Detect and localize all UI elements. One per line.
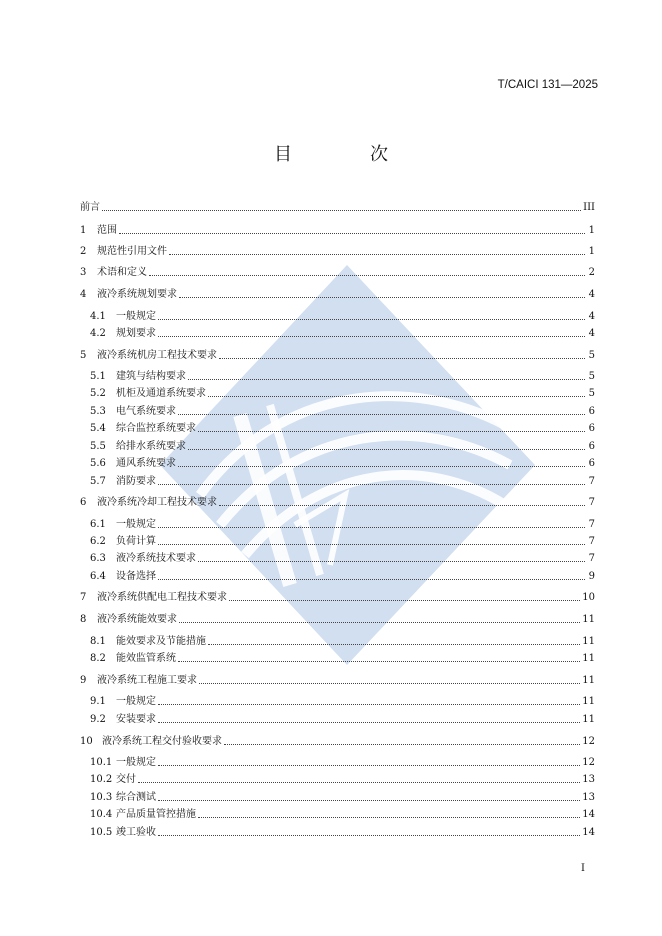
toc-entry-page: 4	[588, 289, 595, 300]
toc-entry-label: 综合测试	[116, 792, 156, 803]
toc-entry[interactable]	[90, 570, 595, 584]
toc-entry-number: 4.1	[90, 311, 106, 322]
toc-entry-page: 5	[588, 350, 595, 361]
toc-entry-page: 14	[582, 809, 595, 820]
toc-entry[interactable]	[90, 440, 595, 454]
toc-leader-dots	[198, 431, 585, 432]
toc-entry-label: 综合监控系统要求	[116, 423, 196, 434]
toc-entry-label: 液冷系统工程交付验收要求	[102, 736, 222, 747]
toc-entry[interactable]	[80, 245, 595, 259]
toc-entry-number: 6.4	[90, 571, 106, 582]
toc-leader-dots	[169, 254, 585, 255]
toc-entry[interactable]	[80, 613, 595, 627]
toc-entry[interactable]	[90, 422, 595, 436]
standard-number: T/CAICI 131—2025	[497, 79, 598, 91]
toc-entry-label: 一般规定	[116, 696, 156, 707]
toc-leader-dots	[119, 233, 585, 234]
toc-entry[interactable]	[80, 735, 595, 749]
toc-entry-page: 6	[588, 458, 595, 469]
toc-entry-label: 通风系统要求	[116, 458, 176, 469]
toc-entry-label: 液冷系统工程施工要求	[97, 675, 197, 686]
toc-leader-dots	[149, 275, 585, 276]
toc-leader-dots	[224, 744, 580, 745]
toc-entry-number: 2	[80, 246, 87, 257]
toc-entry-number: 5	[80, 350, 87, 361]
toc-entry-page: 6	[588, 441, 595, 452]
toc-leader-dots	[178, 466, 585, 467]
toc-entry-number: 10.4	[90, 809, 113, 820]
toc-entry-number: 5.5	[90, 441, 106, 452]
toc-entry[interactable]	[80, 591, 595, 605]
toc-entry[interactable]	[90, 457, 595, 471]
toc-entry-page: 11	[582, 714, 595, 725]
toc-entry[interactable]	[80, 349, 595, 363]
toc-entry-label: 竣工验收	[116, 827, 156, 838]
toc-entry[interactable]	[90, 327, 595, 341]
toc-entry-page: 1	[588, 246, 595, 257]
toc-entry-number: 8.2	[90, 653, 106, 664]
toc-leader-dots	[102, 210, 581, 211]
toc-entry-label: 术语和定义	[97, 267, 147, 278]
toc-entry-label: 前言	[80, 202, 100, 213]
toc-entry[interactable]	[90, 387, 595, 401]
toc-entry[interactable]	[80, 266, 595, 280]
toc-entry-page: 11	[582, 636, 595, 647]
toc-entry-page: 6	[588, 406, 595, 417]
toc-entry-number: 10.1	[90, 757, 113, 768]
toc-entry-label: 规范性引用文件	[97, 246, 167, 257]
toc-entry-number: 7	[80, 592, 87, 603]
toc-entry-page: 10	[582, 592, 595, 603]
toc-entry-number: 9.2	[90, 714, 106, 725]
page-title: 目 次	[274, 144, 418, 165]
toc-leader-dots	[208, 396, 585, 397]
toc-entry-page: 13	[582, 774, 595, 785]
toc-entry-label: 设备选择	[116, 571, 156, 582]
toc-leader-dots	[158, 484, 585, 485]
toc-entry-number: 9.1	[90, 696, 106, 707]
toc-entry-label: 建筑与结构要求	[116, 371, 186, 382]
toc-entry-label: 产品质量管控措施	[116, 809, 196, 820]
toc-entry-label: 电气系统要求	[116, 406, 176, 417]
toc-entry-label: 机柜及通道系统要求	[116, 388, 206, 399]
toc-entry-page: 11	[582, 696, 595, 707]
toc-entry-number: 4	[80, 289, 87, 300]
toc-entry-page: 1	[588, 225, 595, 236]
toc-entry-page: 11	[582, 614, 595, 625]
toc-entry-label: 规划要求	[116, 328, 156, 339]
toc-entry-number: 5.2	[90, 388, 106, 399]
toc-entry[interactable]	[90, 713, 595, 727]
toc-entry-number: 10	[80, 736, 93, 747]
toc-entry[interactable]	[90, 370, 595, 384]
toc-entry-page: III	[583, 202, 595, 213]
toc-entry-page: 11	[582, 675, 595, 686]
toc-entry-label: 一般规定	[116, 757, 156, 768]
toc-leader-dots	[158, 579, 585, 580]
toc-leader-dots	[179, 622, 580, 623]
toc-entry-number: 5.4	[90, 423, 106, 434]
toc-entry-label: 液冷系统供配电工程技术要求	[97, 592, 227, 603]
toc-entry[interactable]	[80, 674, 595, 688]
toc-entry-number: 5.1	[90, 371, 106, 382]
toc-entry[interactable]	[90, 310, 595, 324]
toc-entry-label: 安装要求	[116, 714, 156, 725]
toc-leader-dots	[158, 800, 580, 801]
toc-entry-page: 11	[582, 653, 595, 664]
toc-leader-dots	[179, 297, 585, 298]
toc-entry-number: 8.1	[90, 636, 106, 647]
toc-entry-page: 4	[588, 311, 595, 322]
toc-leader-dots	[138, 782, 580, 783]
toc-leader-dots	[229, 600, 580, 601]
toc-entry-page: 5	[588, 388, 595, 399]
toc-leader-dots	[158, 722, 580, 723]
toc-entry[interactable]	[90, 475, 595, 489]
toc-entry-number: 10.2	[90, 774, 113, 785]
toc-entry-number: 3	[80, 267, 87, 278]
toc-entry-number: 6.2	[90, 536, 106, 547]
toc-leader-dots	[219, 358, 585, 359]
toc-entry[interactable]	[90, 405, 595, 419]
toc-entry-number: 5.6	[90, 458, 106, 469]
toc-entry-label: 液冷系统技术要求	[116, 553, 196, 564]
toc-entry-page: 12	[582, 736, 595, 747]
toc-entry[interactable]	[90, 535, 595, 549]
toc-entry-page: 5	[588, 371, 595, 382]
toc-entry-page: 7	[588, 536, 595, 547]
toc-entry[interactable]	[90, 773, 595, 787]
toc-leader-dots	[219, 505, 585, 506]
toc-entry[interactable]	[90, 695, 595, 709]
toc-entry-label: 液冷系统冷却工程技术要求	[97, 497, 217, 508]
toc-entry-label: 液冷系统规划要求	[97, 289, 177, 300]
toc-entry-number: 5.7	[90, 476, 106, 487]
toc-entry-page: 2	[588, 267, 595, 278]
toc-entry-label: 消防要求	[116, 476, 156, 487]
toc-entry-label: 交付	[116, 774, 136, 785]
toc-leader-dots	[158, 336, 585, 337]
page-number: I	[581, 863, 585, 874]
toc-entry-number: 8	[80, 614, 87, 625]
toc-entry-number: 4.2	[90, 328, 106, 339]
toc-leader-dots	[178, 661, 580, 662]
toc-entry-label: 液冷系统能效要求	[97, 614, 177, 625]
toc-entry[interactable]	[90, 652, 595, 666]
toc-leader-dots	[208, 644, 580, 645]
toc-leader-dots	[198, 817, 580, 818]
toc-entry-page: 7	[588, 519, 595, 530]
toc-entry-number: 6.3	[90, 553, 106, 564]
toc-entry[interactable]	[90, 552, 595, 566]
toc-entry[interactable]	[90, 791, 595, 805]
toc-leader-dots	[198, 561, 585, 562]
toc-entry[interactable]	[90, 635, 595, 649]
toc-entry[interactable]	[80, 496, 595, 510]
toc-entry-number: 1	[80, 225, 87, 236]
toc-entry-page: 12	[582, 757, 595, 768]
toc-entry-page: 7	[588, 497, 595, 508]
toc-entry-label: 能效监管系统	[116, 653, 176, 664]
toc-entry-number: 10.3	[90, 792, 113, 803]
toc-entry[interactable]	[90, 826, 595, 840]
toc-leader-dots	[158, 544, 585, 545]
toc-entry-number: 9	[80, 675, 87, 686]
toc-entry[interactable]	[90, 518, 595, 532]
toc-entry[interactable]	[80, 224, 595, 238]
toc-leader-dots	[158, 765, 580, 766]
toc-entry[interactable]	[90, 756, 595, 770]
toc-leader-dots	[178, 414, 585, 415]
toc-entry-number: 10.5	[90, 827, 113, 838]
toc-entry-label: 液冷系统机房工程技术要求	[97, 350, 217, 361]
toc-entry-page: 7	[588, 476, 595, 487]
toc-entry-page: 4	[588, 328, 595, 339]
toc-entry[interactable]	[90, 808, 595, 822]
toc-leader-dots	[158, 704, 580, 705]
toc-entry-label: 给排水系统要求	[116, 441, 186, 452]
toc-leader-dots	[158, 527, 585, 528]
toc-leader-dots	[158, 835, 580, 836]
toc-entry-number: 5.3	[90, 406, 106, 417]
toc-entry-page: 9	[588, 571, 595, 582]
toc-entry[interactable]	[80, 288, 595, 302]
toc-entry-label: 一般规定	[116, 311, 156, 322]
toc-leader-dots	[199, 683, 580, 684]
toc-entry-label: 能效要求及节能措施	[116, 636, 206, 647]
toc-entry-label: 一般规定	[116, 519, 156, 530]
toc-entry[interactable]	[80, 201, 595, 215]
toc-leader-dots	[188, 379, 585, 380]
toc-entry-page: 7	[588, 553, 595, 564]
toc-leader-dots	[188, 449, 585, 450]
toc-entry-page: 14	[582, 827, 595, 838]
toc-entry-page: 13	[582, 792, 595, 803]
toc-entry-number: 6.1	[90, 519, 106, 530]
toc-entry-label: 范围	[97, 225, 117, 236]
toc-entry-number: 6	[80, 497, 87, 508]
toc-entry-label: 负荷计算	[116, 536, 156, 547]
toc-entry-page: 6	[588, 423, 595, 434]
toc-leader-dots	[158, 319, 585, 320]
